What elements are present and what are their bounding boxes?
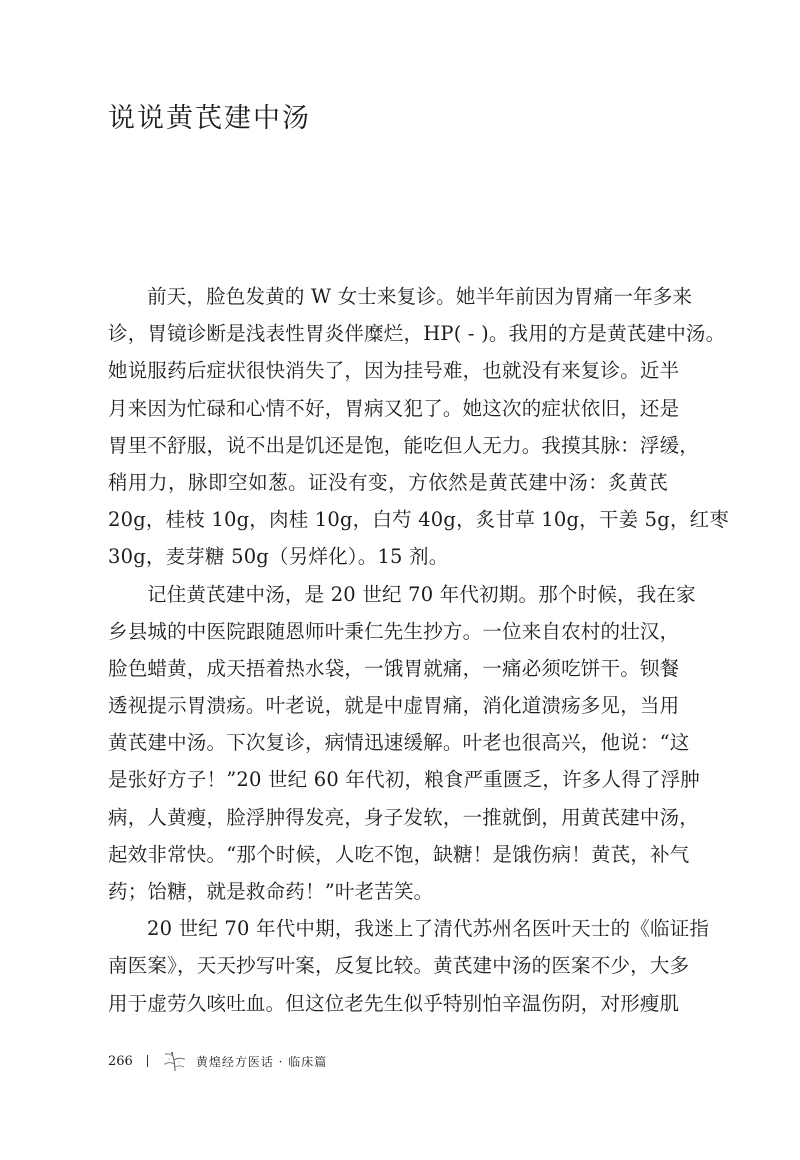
footer-divider <box>147 1055 148 1067</box>
text-line: 前天，脸色发黄的 W 女士来复诊。她半年前因为胃痛一年多来 <box>147 285 693 308</box>
text-line: 月来因为忙碌和心情不好，胃病又犯了。她这次的症状依旧，还是 <box>108 396 680 420</box>
text-line: 透视提示胃溃疡。叶老说，就是中虚胃痛，消化道溃疡多见，当用 <box>108 694 680 718</box>
text-line: 稍用力，脉即空如葱。证没有变，方依然是黄芪建中汤：炙黄芪 <box>108 470 668 494</box>
page-title: 说说黄芪建中汤 <box>108 103 311 134</box>
article-body <box>108 278 730 1022</box>
text-line: 乡县城的中医院跟随恩师叶秉仁先生抄方。一位来自农村的壮汉， <box>108 619 680 643</box>
text-line: 用于虚劳久咳吐血。但这位老先生似乎特别怕辛温伤阴，对形瘦肌 <box>108 991 680 1015</box>
plant-sprig-icon <box>162 1050 188 1072</box>
text-line: 黄芪建中汤。下次复诊，病情迅速缓解。叶老也很高兴，他说：“这 <box>108 731 690 755</box>
paragraph <box>108 910 710 1022</box>
text-line: 脸色蜡黄，成天捂着热水袋，一饿胃就痛，一痛必须吃饼干。钡餐 <box>108 656 680 680</box>
text-line: 20 世纪 70 年代中期，我迷上了清代苏州名医叶天士的《临证指 <box>147 917 710 941</box>
paragraph <box>108 576 700 911</box>
page-number: 266 <box>108 1053 133 1069</box>
text-line: 南医案》，天天抄写叶案，反复比较。黄芪建中汤的医案不少，大多 <box>108 954 690 978</box>
text-line: 30g，麦芽糖 50g（另烊化）。15 剂。 <box>108 545 449 569</box>
page-footer <box>108 1050 327 1072</box>
running-book-title: 黄煌经方医话 · 临床篇 <box>195 1054 328 1069</box>
paragraph <box>108 278 730 576</box>
text-line: 起效非常快。“那个时候，人吃不饱，缺糖！是饿伤病！黄芪，补气 <box>108 842 690 866</box>
text-line: 20g，桂枝 10g，肉桂 10g，白芍 40g，炙甘草 10g，干姜 5g，红枣 <box>108 508 730 532</box>
text-line: 胃里不舒服，说不出是饥还是饱，能吃但人无力。我摸其脉：浮缓， <box>108 433 700 457</box>
text-line: 诊，胃镜诊断是浅表性胃炎伴糜烂，HP( - )。我用的方是黄芪建中汤。 <box>108 322 726 346</box>
text-line: 是张好方子！”20 世纪 60 年代初，粮食严重匮乏，许多人得了浮肿 <box>108 768 700 792</box>
text-line: 药；饴糖，就是救命药！”叶老苦笑。 <box>108 880 434 903</box>
text-line: 记住黄芪建中汤，是 20 世纪 70 年代初期。那个时候，我在家 <box>147 582 696 606</box>
text-line: 她说服药后症状很快消失了，因为挂号难，也就没有来复诊。近半 <box>108 359 680 383</box>
text-line: 病，人黄瘦，脸浮肿得发亮，身子发软，一推就倒，用黄芪建中汤， <box>108 805 700 829</box>
